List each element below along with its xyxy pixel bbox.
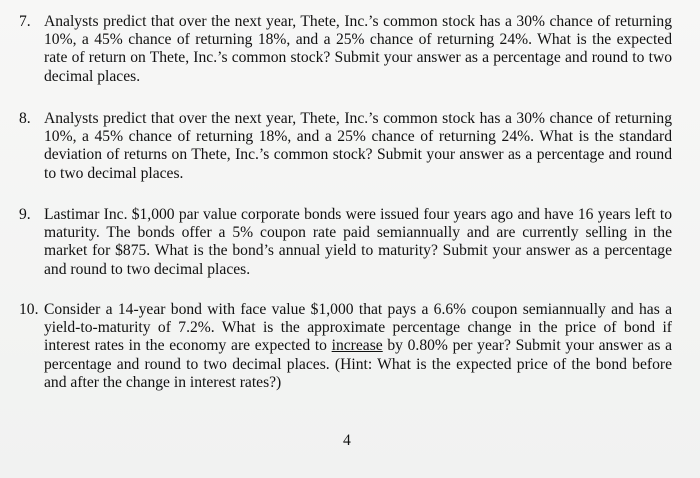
question-text: Analysts predict that over the next year, Thete, Inc.’s common stock has a 30% chance of returning 10%, a 45% chance of returning 18%, and a 25% chance of returning 24%. What is the standard deviation of returns on Thete, Inc.’s common stock? Submit your answer as a percentage and round to two decimal places.	[44, 110, 672, 182]
page-number: 4	[343, 432, 351, 449]
question-text-part: Consider a 14-year bond with face value $1,000 that pays a 6.6% coupon semiannually and has a yield-to-maturity of 7.2%. What is the approximate percentage change in the price of bond if interest rates in the economy are expected to	[44, 301, 672, 355]
question-text-part: by 0.80% per year? Submit your answer as a percentage and round to two decimal places. (Hint: What is the expected price of the bond before and after the change in interest rates?)	[44, 337, 672, 391]
underlined-word: increase	[331, 337, 383, 355]
question-number: 8.	[19, 110, 31, 127]
question-text: Lastimar Inc. $1,000 par value corporate bonds were issued four years ago and have 16 years left to maturity. The bonds offer a 5% coupon rate paid semiannually and are currently selling in the market for $875. What is the bond’s annual yield to maturity? Submit your answer as a percentage and round to two decimal places.	[44, 206, 672, 278]
question-number: 10.	[19, 301, 39, 318]
question-text: Analysts predict that over the next year, Thete, Inc.’s common stock has a 30% chance of returning 10%, a 45% chance of returning 18%, and a 25% chance of returning 24%. What is the expected rate of return on Thete, Inc.’s common stock? Submit your answer as a percentage and round to two decimal places.	[44, 13, 672, 85]
question-text	[44, 301, 672, 392]
question-number: 7.	[19, 13, 31, 30]
question-number: 9.	[19, 206, 31, 223]
